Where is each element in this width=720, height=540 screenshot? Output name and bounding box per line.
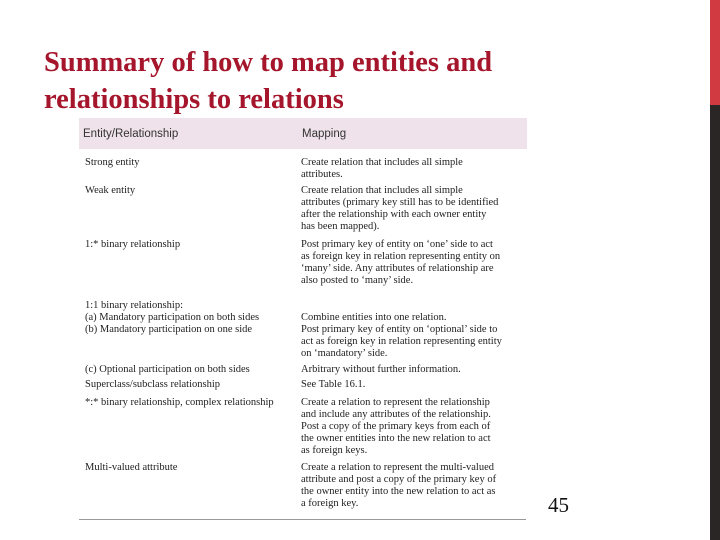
- cell-line: on ‘mandatory’ side.: [301, 348, 388, 360]
- cell-mapping: [301, 239, 523, 287]
- cell-entity: [85, 364, 297, 376]
- cell-line: the owner entity into the new relation to act as: [301, 486, 496, 498]
- cell-line: Create relation that includes all simple: [301, 157, 463, 168]
- cell-mapping: [301, 364, 523, 376]
- cell-line: attributes (primary key still has to be identified: [301, 197, 499, 209]
- cell-line: Weak entity: [85, 185, 136, 196]
- cell-line: Multi-valued attribute: [85, 462, 178, 473]
- cell-entity: [85, 157, 297, 169]
- cell-line: *:* binary relationship, complex relationship: [85, 397, 274, 408]
- cell-line: 1:* binary relationship: [85, 239, 181, 250]
- cell-mapping: [301, 462, 523, 510]
- cell-entity: [85, 462, 297, 474]
- cell-line: [301, 300, 523, 312]
- header-entity: Entity/Relationship: [83, 127, 179, 140]
- cell-line: ‘many’ side. Any attributes of relationship are: [301, 263, 494, 275]
- cell-line: See Table 16.1.: [301, 379, 366, 390]
- cell-line: 1:1 binary relationship:: [85, 300, 183, 311]
- cell-mapping: [301, 185, 523, 233]
- cell-mapping: [301, 300, 523, 360]
- table-header: [79, 118, 527, 149]
- cell-line: as foreign keys.: [301, 445, 368, 457]
- side-bar-accent: [710, 0, 720, 105]
- cell-entity: [85, 379, 297, 391]
- cell-line: a foreign key.: [301, 498, 359, 510]
- cell-line: Post primary key of entity on ‘optional’ side to: [301, 324, 498, 336]
- page-number: 45: [548, 493, 569, 517]
- cell-line: Post primary key of entity on ‘one’ side to act: [301, 239, 493, 250]
- cell-line: Create a relation to represent the relationship: [301, 397, 490, 408]
- cell-line: (a) Mandatory participation on both sides: [85, 312, 260, 324]
- cell-entity: [85, 300, 297, 336]
- cell-line: also posted to ‘many’ side.: [301, 275, 414, 287]
- cell-line: Combine entities into one relation.: [301, 312, 447, 324]
- title-line-1: Summary of how to map entities and: [44, 47, 493, 78]
- cell-line: attribute and post a copy of the primary key of: [301, 474, 497, 486]
- mapping-table: [79, 118, 527, 149]
- cell-line: Superclass/subclass relationship: [85, 379, 221, 390]
- cell-line: act as foreign key in relation representing entity: [301, 336, 502, 348]
- cell-line: the owner entities into the new relation to act: [301, 433, 491, 445]
- cell-entity: [85, 185, 297, 197]
- cell-line: Create a relation to represent the multi-valued: [301, 462, 495, 473]
- cell-line: and include any attributes of the relationship.: [301, 409, 491, 421]
- cell-line: Create relation that includes all simple: [301, 185, 463, 196]
- table-bottom-rule: [79, 519, 526, 520]
- cell-line: has been mapped).: [301, 221, 380, 233]
- cell-line: attributes.: [301, 169, 343, 181]
- header-mapping: Mapping: [302, 127, 347, 140]
- cell-line: Strong entity: [85, 157, 140, 168]
- cell-entity: [85, 397, 297, 409]
- cell-line: Post a copy of the primary keys from each of: [301, 421, 491, 433]
- cell-mapping: [301, 157, 523, 181]
- cell-line: as foreign key in relation representing entity on: [301, 251, 501, 263]
- cell-entity: [85, 239, 297, 251]
- slide-title: [44, 44, 604, 118]
- cell-mapping: [301, 397, 523, 457]
- cell-line: after the relationship with each owner entity: [301, 209, 487, 221]
- cell-line: (c) Optional participation on both sides: [85, 364, 250, 375]
- cell-line: Arbitrary without further information.: [301, 364, 461, 375]
- title-line-2: relationships to relations: [44, 84, 344, 115]
- cell-line: (b) Mandatory participation on one side: [85, 324, 253, 336]
- cell-mapping: [301, 379, 523, 391]
